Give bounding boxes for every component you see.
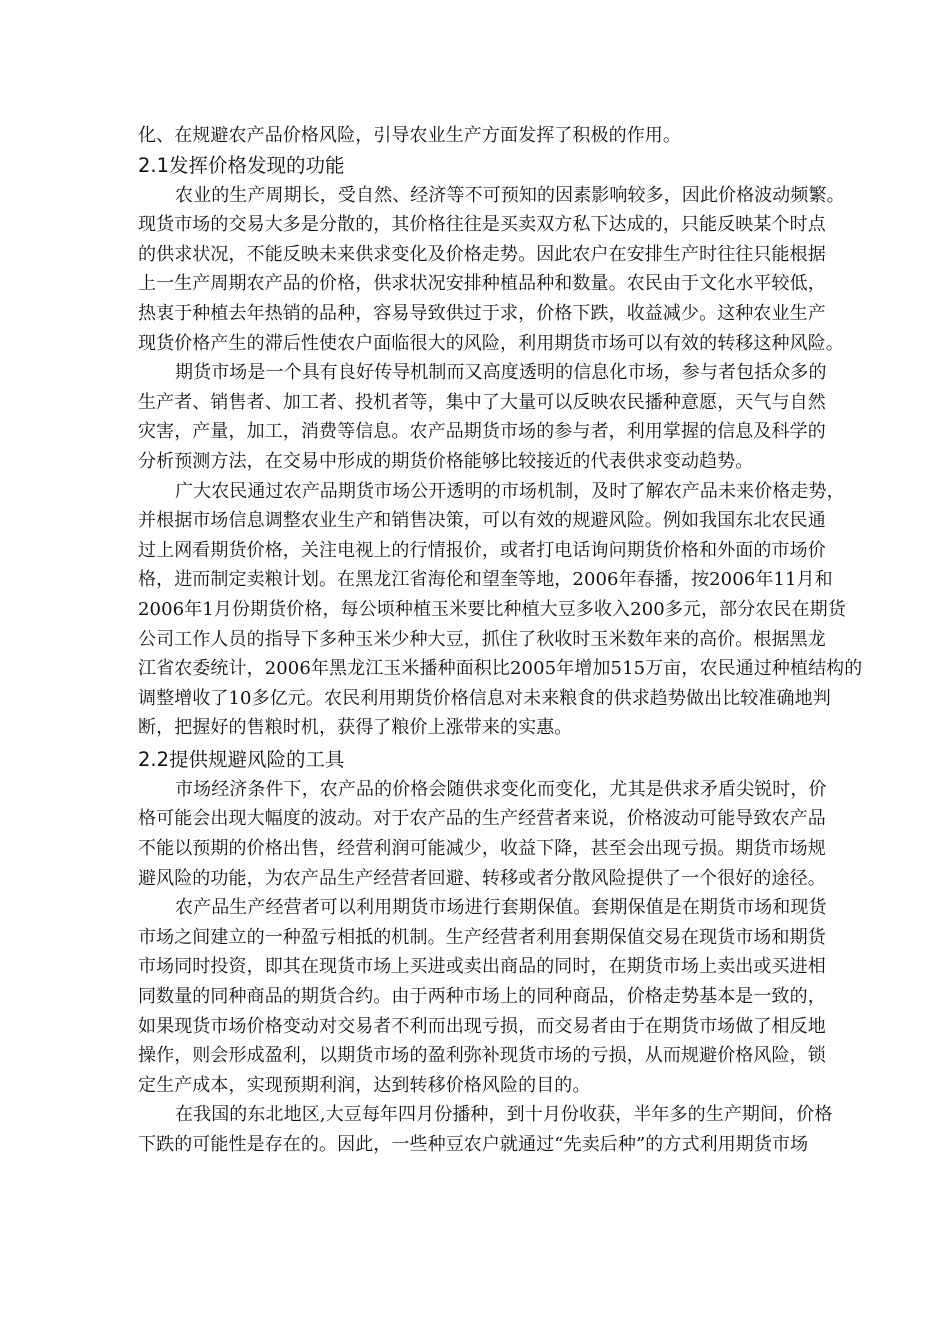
text-line: 过上网看期货价格，关注电视上的行情报价，或者打电话询问期货价格和外面的市场价 xyxy=(138,539,826,561)
text-line: 分析预测方法，在交易中形成的期货价格能够比较接近的代表供求变动趋势。 xyxy=(138,450,754,472)
text-line: 调整增收了10多亿元。农民利用期货价格信息对未来粮食的供求趋势做出比较准确地判 xyxy=(138,687,831,709)
continuation-paragraph xyxy=(138,121,892,151)
text-line: 格，进而制定卖粮计划。在黑龙江省海伦和望奎等地，2006年春播，按2006年11月和 xyxy=(138,569,833,591)
text-line: 市场同时投资，即其在现货市场上买进或卖出商品的同时，在期货市场上卖出或买进相 xyxy=(138,956,826,978)
text-line: 在我国的东北地区,大豆每年四月份播种，到十月份收获，半年多的生产期间，价格 xyxy=(175,1104,833,1126)
section-heading-2-2: 2.2提供规避风险的工具 xyxy=(138,747,345,771)
paragraph-farmer-example xyxy=(138,477,892,743)
text-line: 期货市场是一个具有良好传导机制而又高度透明的信息化市场，参与者包括众多的 xyxy=(175,362,827,384)
text-line: 热衷于种植去年热销的品种，容易导致供过于求，价格下跌，收益减少。这种农业生产 xyxy=(138,302,826,324)
text-line: 农业的生产周期长，受自然、经济等不可预知的因素影响较多，因此价格波动频繁。 xyxy=(175,184,845,206)
text-line: 格可能会出现大幅度的波动。对于农产品的生产经营者来说，价格波动可能导致农产品 xyxy=(138,808,826,830)
paragraph-hedging xyxy=(138,893,892,1100)
text-line: 不能以预期的价格出售，经营利润可能减少，收益下降，甚至会出现亏损。期货市场规 xyxy=(138,838,826,860)
text-line: 下跌的可能性是存在的。因此，一些种豆农户就通过“先卖后种”的方式利用期货市场 xyxy=(138,1134,809,1155)
document-page xyxy=(138,121,892,1160)
text-line: 避风险的功能，为农产品生产经营者回避、转移或者分散风险提供了一个很好的途径。 xyxy=(138,867,826,889)
text-line: 灾害，产量，加工，消费等信息。农产品期货市场的参与者，利用掌握的信息及科学的 xyxy=(138,421,826,443)
text-line: 2006年1月份期货价格，每公顷种植玉米要比种植大豆多收入200多元，部分农民在期货 xyxy=(138,598,846,620)
paragraph-market-volatility xyxy=(138,775,892,893)
text-line: 化、在规避农产品价格风险，引导农业生产方面发挥了积极的作用。 xyxy=(138,125,681,146)
text-line: 广大农民通过农产品期货市场公开透明的市场机制，及时了解农产品未来价格走势， xyxy=(175,480,845,502)
text-line: 生产者、销售者、加工者、投机者等，集中了大量可以反映农民播种意愿，天气与自然 xyxy=(138,391,826,413)
text-line: 的供求状况，不能反映未来供求变化及价格走势。因此农户在安排生产时往往只能根据 xyxy=(138,243,826,265)
text-line: 市场经济条件下，农产品的价格会随供求变化而变化，尤其是供求矛盾尖锐时，价 xyxy=(175,778,827,800)
text-line: 断，把握好的售粮时机，获得了粮价上涨带来的实惠。 xyxy=(138,717,573,739)
text-line: 定生产成本，实现预期利润，达到转移价格风险的目的。 xyxy=(138,1074,591,1096)
text-line: 农产品生产经营者可以利用期货市场进行套期保值。套期保值是在期货市场和现货 xyxy=(175,897,827,919)
text-line: 现货价格产生的滞后性使农户面临很大的风险，利用期货市场可以有效的转移这种风险。 xyxy=(138,332,844,354)
text-line: 公司工作人员的指导下多种玉米少种大豆，抓住了秋收时玉米数年来的高价。根据黑龙 xyxy=(138,628,826,650)
text-line: 并根据市场信息调整农业生产和销售决策，可以有效的规避风险。例如我国东北农民通 xyxy=(138,510,826,532)
paragraph-price-volatility xyxy=(138,181,892,359)
text-line: 同数量的同种商品的期货合约。由于两种市场上的同种商品，价格走势基本是一致的， xyxy=(138,986,826,1008)
text-line: 如果现货市场价格变动对交易者不利而出现亏损，而交易者由于在期货市场做了相反地 xyxy=(138,1015,826,1037)
text-line: 现货市场的交易大多是分散的，其价格往往是买卖双方私下达成的，只能反映某个时点 xyxy=(138,214,826,236)
text-line: 上一生产周期农产品的价格，供求状况安排种植品种和数量。农民由于文化水平较低， xyxy=(138,273,826,295)
text-line: 江省农委统计，2006年黑龙江玉米播种面积比2005年增加515万亩，农民通过种植结构的 xyxy=(138,658,863,680)
paragraph-futures-market-info xyxy=(138,358,892,476)
text-line: 操作，则会形成盈利，以期货市场的盈利弥补现货市场的亏损，从而规避价格风险，锁 xyxy=(138,1045,826,1067)
paragraph-soybean-example xyxy=(138,1100,892,1159)
section-heading-2-1: 2.1发挥价格发现的功能 xyxy=(138,153,345,177)
text-line: 市场之间建立的一种盈亏相抵的机制。生产经营者利用套期保值交易在现货市场和期货 xyxy=(138,926,826,948)
